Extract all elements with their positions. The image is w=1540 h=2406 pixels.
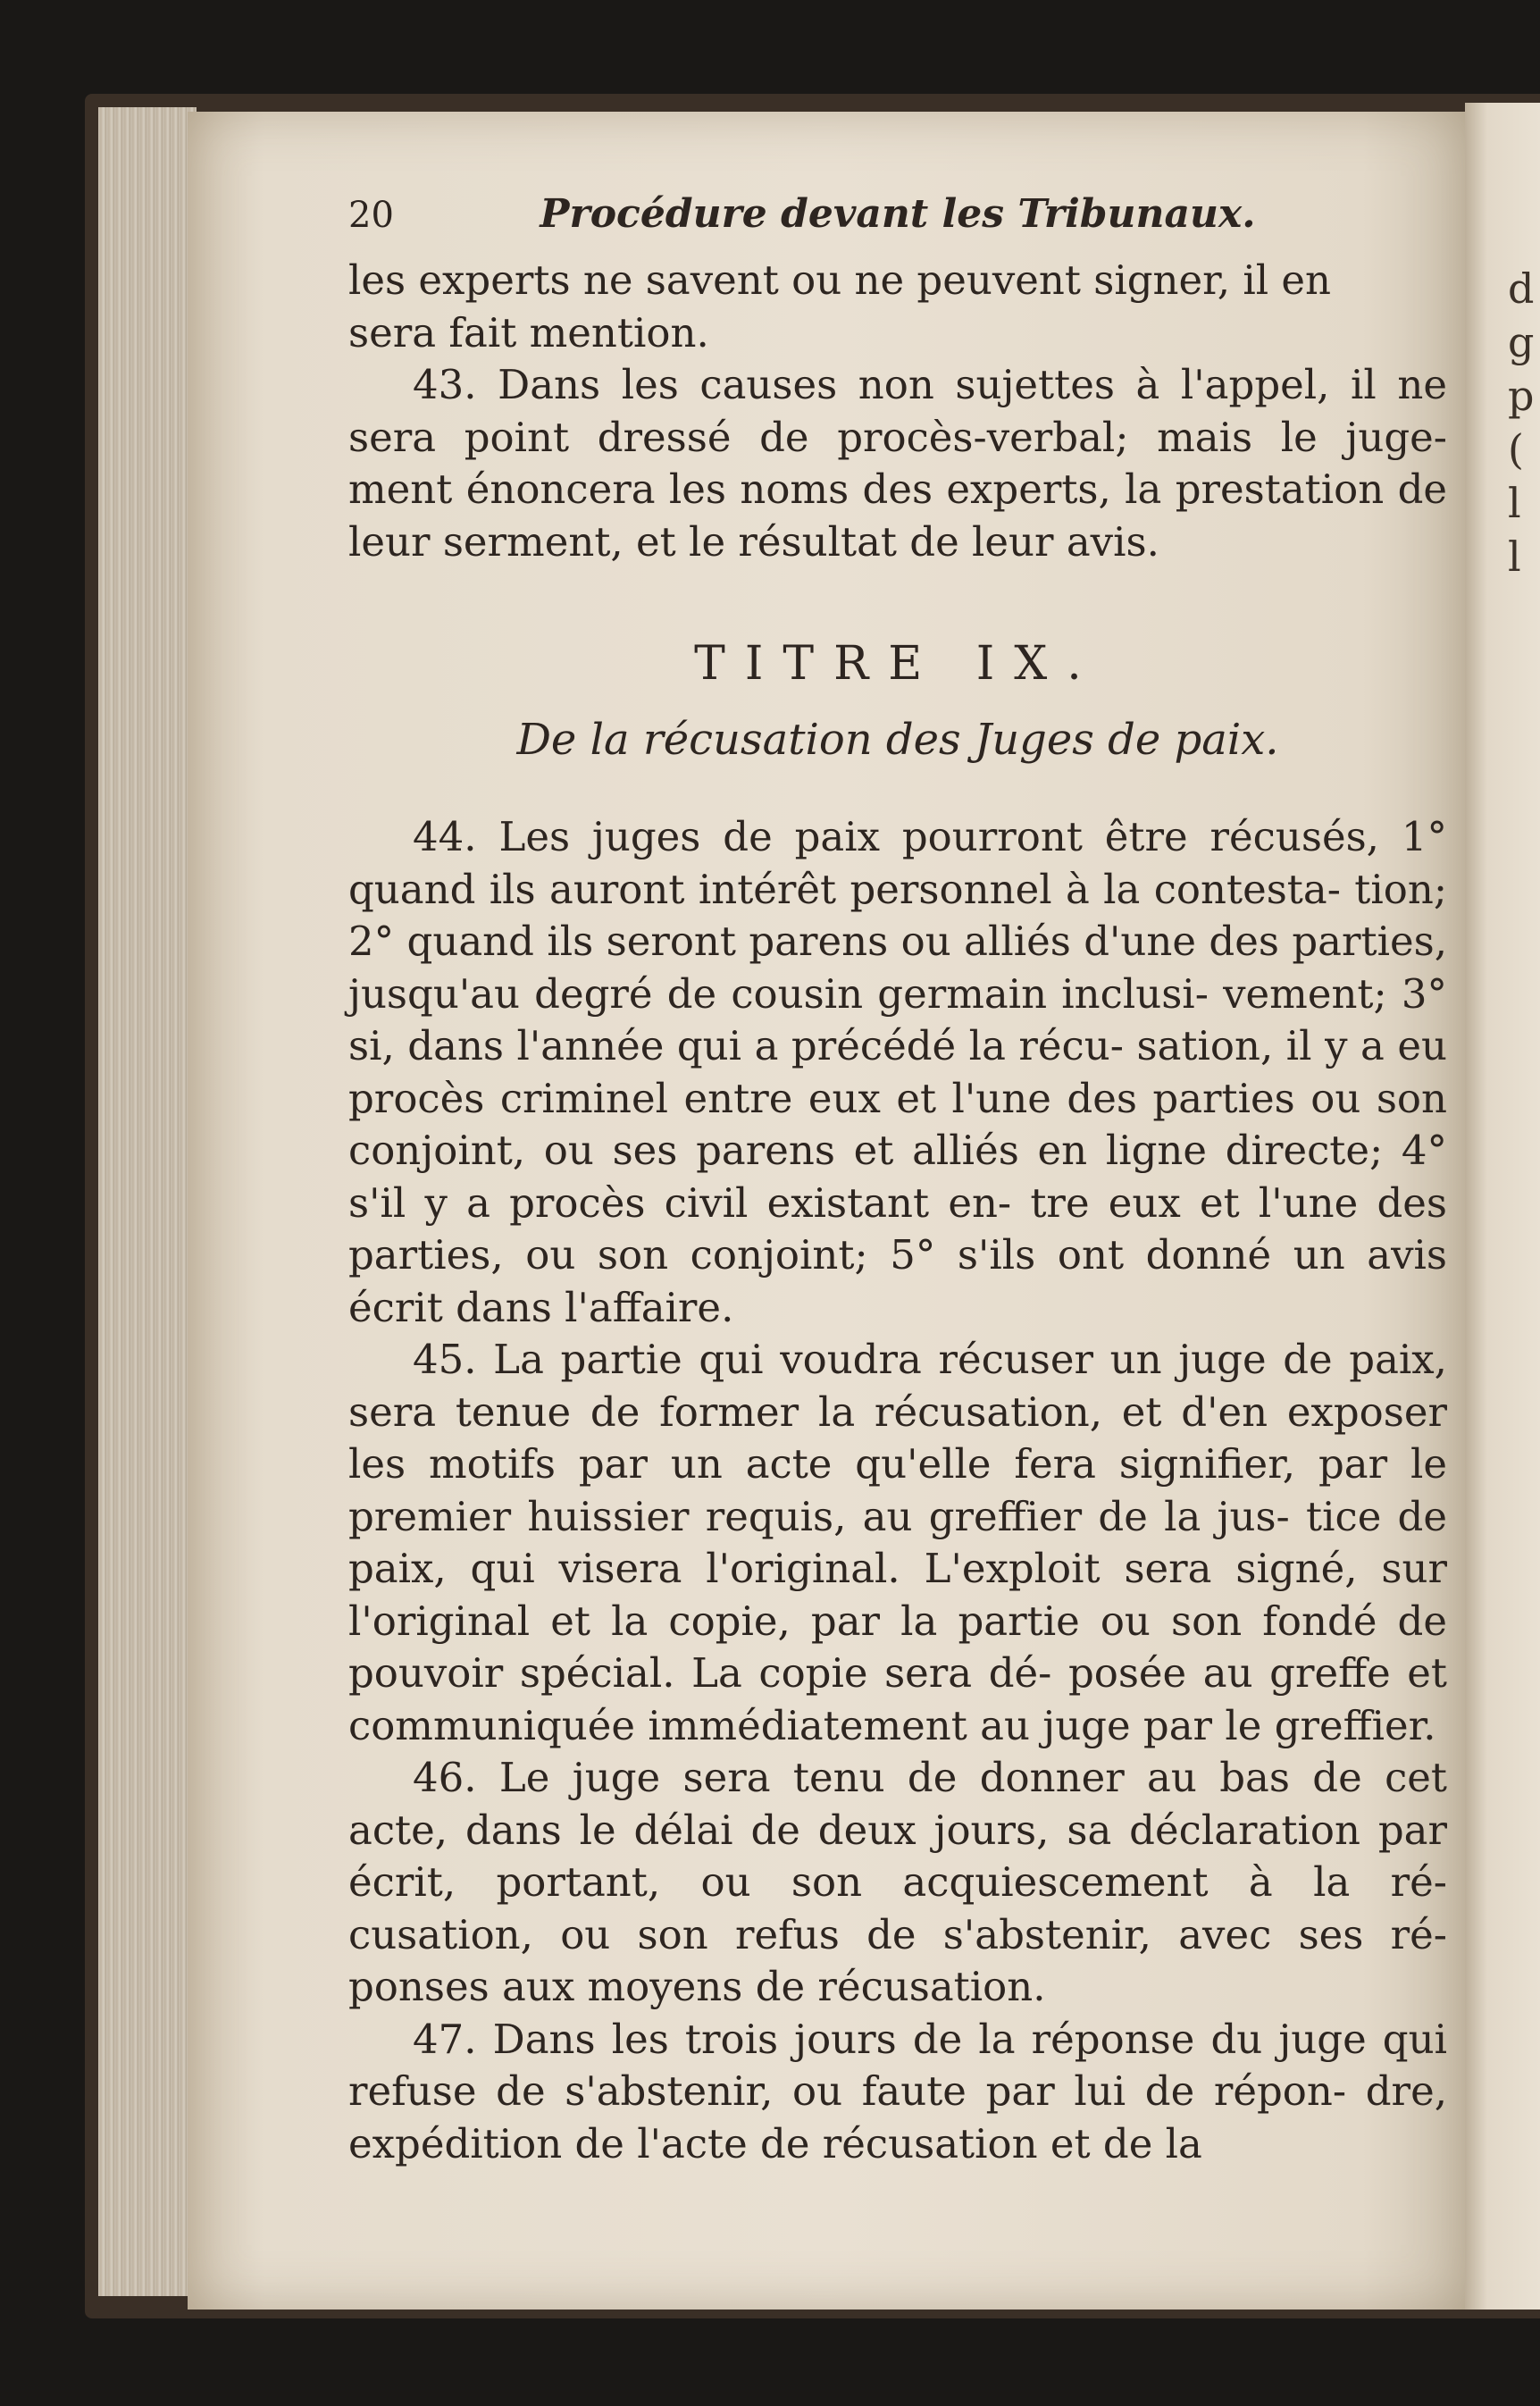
text-line: qui refuse de s'abstenir, ou faute par lui de répon- — [348, 2015, 1447, 2115]
text-line: 45. La partie qui voudra récuser un juge de — [413, 1336, 1333, 1383]
text-line: par le premier huissier requis, au greffier de la jus- — [348, 1440, 1447, 1540]
adjacent-fragment: g — [1508, 318, 1535, 366]
text-line: vement; 3° si, dans l'année qui a précédé la récu- — [348, 969, 1447, 1069]
running-title: Procédure devant les Tribunaux. — [540, 191, 1256, 237]
text-line: les experts ne savent ou ne peuvent signer, il en — [348, 256, 1332, 304]
section-title: TITRE IX. — [694, 637, 1101, 691]
text-line: acte, dans le délai de deux jours, sa déclaration — [348, 1806, 1360, 1854]
text-line: sera point dressé de procès-verbal; mais le juge- — [348, 413, 1447, 461]
article-47 — [348, 2014, 1447, 2171]
text-line: exposer les motifs par un acte qu'elle fera signifier, — [348, 1387, 1447, 1488]
text-line: 1° quand ils auront intérêt personnel à la contesta- — [348, 813, 1447, 913]
text-line: ont donné un avis écrit dans l'affaire. — [348, 1231, 1448, 1331]
page-content — [348, 188, 1447, 2170]
text-line: ment énoncera les noms des experts, la prestation — [348, 465, 1385, 513]
adjacent-fragment: ( — [1508, 425, 1524, 474]
text-line: signé, sur l'original et la copie, par la partie ou — [348, 1545, 1447, 1645]
section-subtitle: De la récusation des Juges de paix. — [516, 715, 1279, 765]
text-line: dre, expédition de l'acte de récusation et de la — [348, 2067, 1448, 2167]
text-line: paix, sera tenue de former la récusation, et d'en — [348, 1336, 1447, 1436]
text-line: 47. Dans les trois jours de la réponse du juge — [413, 2015, 1367, 2063]
text-line: son fondé de pouvoir spécial. La copie sera dé- — [348, 1597, 1447, 1697]
text-line: de leur serment, et le résultat de leur avis. — [348, 465, 1447, 566]
text-line: tice de paix, qui visera l'original. L'exploit sera — [348, 1492, 1447, 1592]
article-44 — [348, 811, 1447, 1334]
text-line: par écrit, portant, ou son acquiescement à la ré- — [348, 1806, 1448, 1906]
text-line: 44. Les juges de paix pourront être récusés, — [413, 813, 1379, 860]
text-line: juge par le greffier. — [1042, 1701, 1436, 1749]
adjacent-fragment: d — [1508, 264, 1535, 313]
page-number: 20 — [348, 195, 394, 236]
body-text — [348, 255, 1447, 2170]
text-line: ponses aux moyens de récusation. — [348, 1963, 1046, 2010]
text-line: en ligne directe; 4° s'il y a procès civil existant en- — [348, 1127, 1447, 1227]
text-line: des parties ou son conjoint, ou ses parens et alliés — [348, 1074, 1447, 1174]
article-43 — [348, 359, 1447, 568]
text-line: tion; 2° quand ils seront parens ou alliés d'une des — [348, 865, 1447, 965]
text-line: cusation, ou son refus de s'abstenir, avec ses ré- — [348, 1910, 1447, 1958]
adjacent-fragment: l — [1508, 479, 1521, 527]
adjacent-fragment: l — [1508, 532, 1521, 581]
spacer — [348, 784, 1447, 811]
adjacent-page-edge — [1465, 103, 1540, 2310]
continuation-paragraph — [348, 255, 1447, 359]
article-45 — [348, 1334, 1447, 1752]
spacer — [348, 568, 1447, 618]
text-line: sation, il y a eu procès criminel entre eux et l'une — [348, 1022, 1447, 1122]
article-46 — [348, 1752, 1447, 2014]
adjacent-fragment: p — [1508, 372, 1535, 420]
page-edges — [98, 107, 197, 2296]
text-line: 46. Le juge sera tenu de donner au bas de cet — [413, 1754, 1447, 1801]
text-line: tre eux et l'une des parties, ou son conjoint; 5° s'ils — [348, 1178, 1447, 1278]
text-line: sera fait mention. — [348, 308, 709, 356]
text-line: 43. Dans les causes non sujettes à l'appel, il ne — [413, 361, 1447, 408]
text-line: posée au greffe et communiquée immédiatement au — [348, 1649, 1447, 1749]
page-header — [348, 188, 1447, 255]
text-line: parties, jusqu'au degré de cousin germain inclusi- — [348, 918, 1447, 1018]
